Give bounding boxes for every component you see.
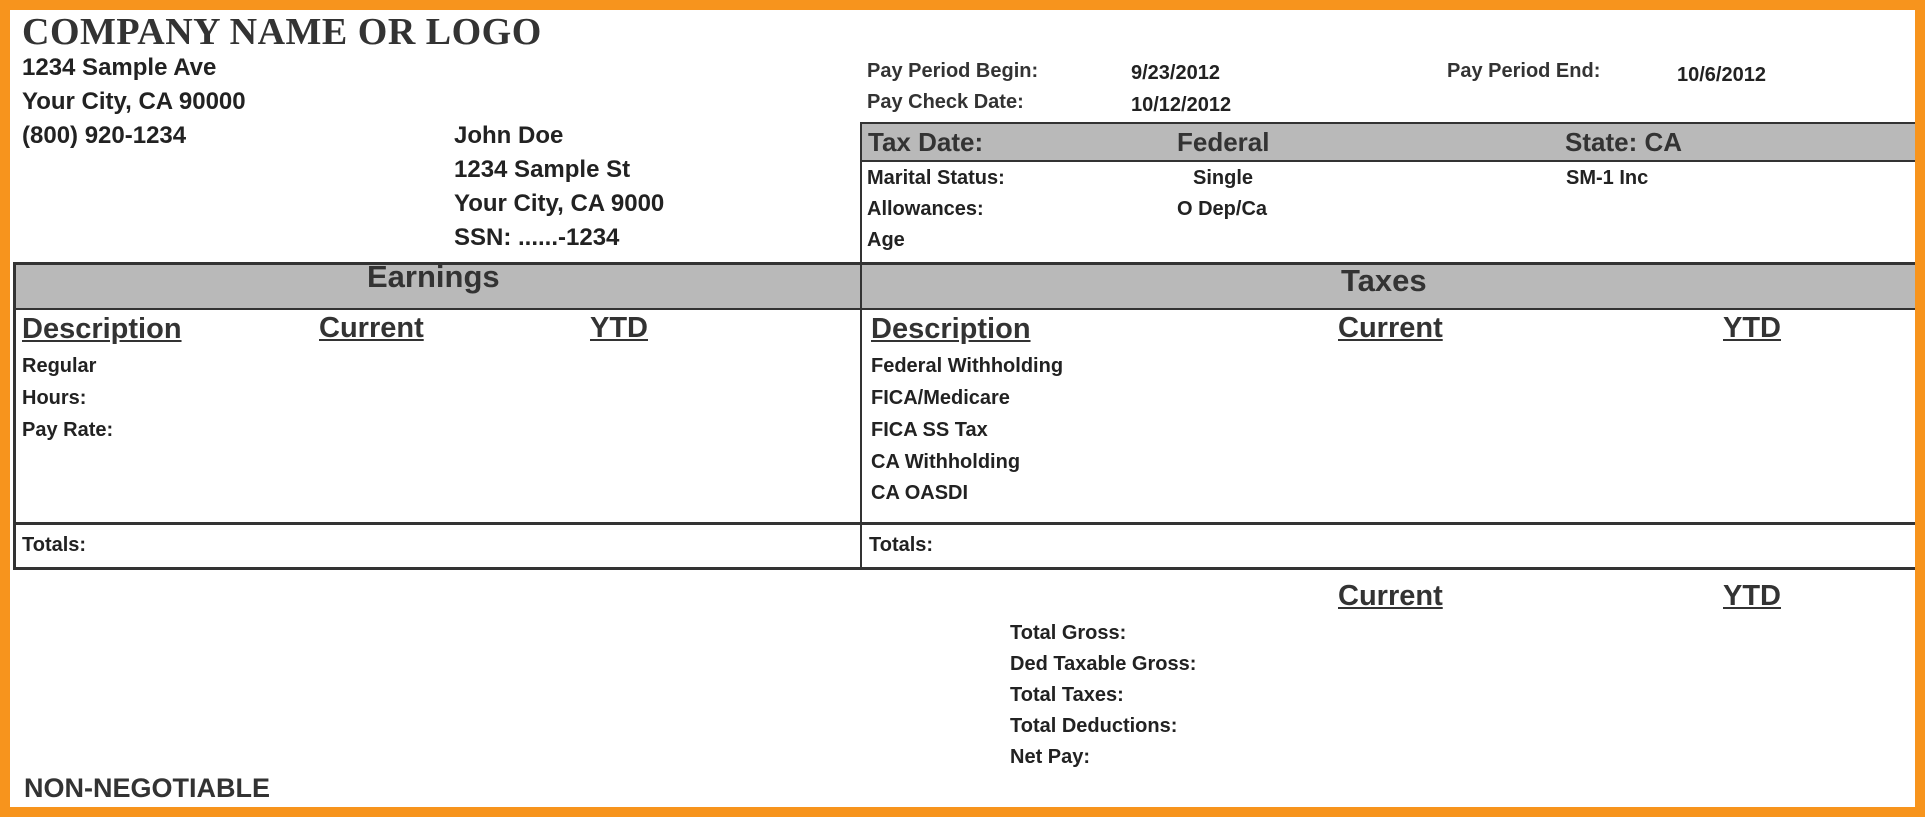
section-header-bar bbox=[16, 265, 1915, 308]
taxes-row: FICA SS Tax bbox=[871, 419, 988, 441]
allowances-value: O Dep/Ca bbox=[1177, 198, 1268, 220]
marital-status-label: Marital Status: bbox=[867, 167, 1005, 189]
earnings-row: Pay Rate: bbox=[22, 419, 114, 441]
company-address-line2: Your City, CA 90000 bbox=[22, 88, 246, 115]
section-header-divider bbox=[16, 308, 1915, 310]
summary-col-current: Current bbox=[1338, 580, 1443, 612]
pay-check-date-label: Pay Check Date: bbox=[867, 91, 1024, 113]
pay-period-end-value: 10/6/2012 bbox=[1677, 64, 1766, 86]
summary-row: Total Deductions: bbox=[1010, 715, 1178, 737]
taxes-row: CA OASDI bbox=[871, 482, 969, 504]
earnings-col-description: Description bbox=[22, 313, 182, 345]
taxes-totals-label: Totals: bbox=[869, 534, 934, 556]
earnings-col-ytd: YTD bbox=[590, 312, 648, 344]
federal-label: Federal bbox=[1177, 127, 1270, 157]
earnings-title: Earnings bbox=[367, 259, 500, 294]
tax-info-header-divider bbox=[862, 160, 1915, 162]
pay-check-date-value: 10/12/2012 bbox=[1131, 94, 1232, 116]
non-negotiable-label: NON-NEGOTIABLE bbox=[24, 773, 270, 803]
pay-period-begin-value: 9/23/2012 bbox=[1131, 62, 1220, 84]
taxes-col-ytd: YTD bbox=[1723, 312, 1781, 344]
pay-period-begin-label: Pay Period Begin: bbox=[867, 60, 1039, 82]
allowances-label: Allowances: bbox=[867, 198, 984, 220]
age-label: Age bbox=[867, 229, 905, 251]
employee-address-line1: 1234 Sample St bbox=[454, 156, 631, 183]
earnings-row: Regular bbox=[22, 355, 97, 377]
taxes-col-description: Description bbox=[871, 313, 1031, 345]
company-logo-text: COMPANY NAME OR LOGO bbox=[22, 11, 542, 53]
pay-period-end-label: Pay Period End: bbox=[1447, 60, 1601, 82]
taxes-row: FICA/Medicare bbox=[871, 387, 1010, 409]
state-marital-value: SM-1 Inc bbox=[1566, 167, 1649, 189]
summary-col-ytd: YTD bbox=[1723, 580, 1781, 612]
employee-ssn: SSN: ......-1234 bbox=[454, 224, 620, 251]
totals-divider bbox=[16, 522, 1915, 525]
summary-row: Net Pay: bbox=[1010, 746, 1091, 768]
summary-row: Ded Taxable Gross: bbox=[1010, 653, 1197, 675]
marital-status-value: Single bbox=[1193, 167, 1254, 189]
company-phone: (800) 920-1234 bbox=[22, 122, 187, 149]
pay-stub bbox=[10, 10, 1915, 807]
earnings-row: Hours: bbox=[22, 387, 87, 409]
taxes-col-current: Current bbox=[1338, 312, 1443, 344]
employee-name: John Doe bbox=[454, 122, 564, 149]
summary-row: Total Gross: bbox=[1010, 622, 1127, 644]
summary-row: Total Taxes: bbox=[1010, 684, 1124, 706]
tax-info-header-bar bbox=[862, 124, 1915, 160]
company-address-line1: 1234 Sample Ave bbox=[22, 54, 217, 81]
taxes-row: CA Withholding bbox=[871, 451, 1021, 473]
taxes-row: Federal Withholding bbox=[871, 355, 1064, 377]
employee-address-line2: Your City, CA 9000 bbox=[454, 190, 665, 217]
taxes-title: Taxes bbox=[1341, 263, 1427, 298]
state-label: State: CA bbox=[1565, 127, 1683, 157]
earnings-totals-label: Totals: bbox=[22, 534, 87, 556]
tax-date-label: Tax Date: bbox=[868, 127, 984, 157]
earnings-col-current: Current bbox=[319, 312, 424, 344]
